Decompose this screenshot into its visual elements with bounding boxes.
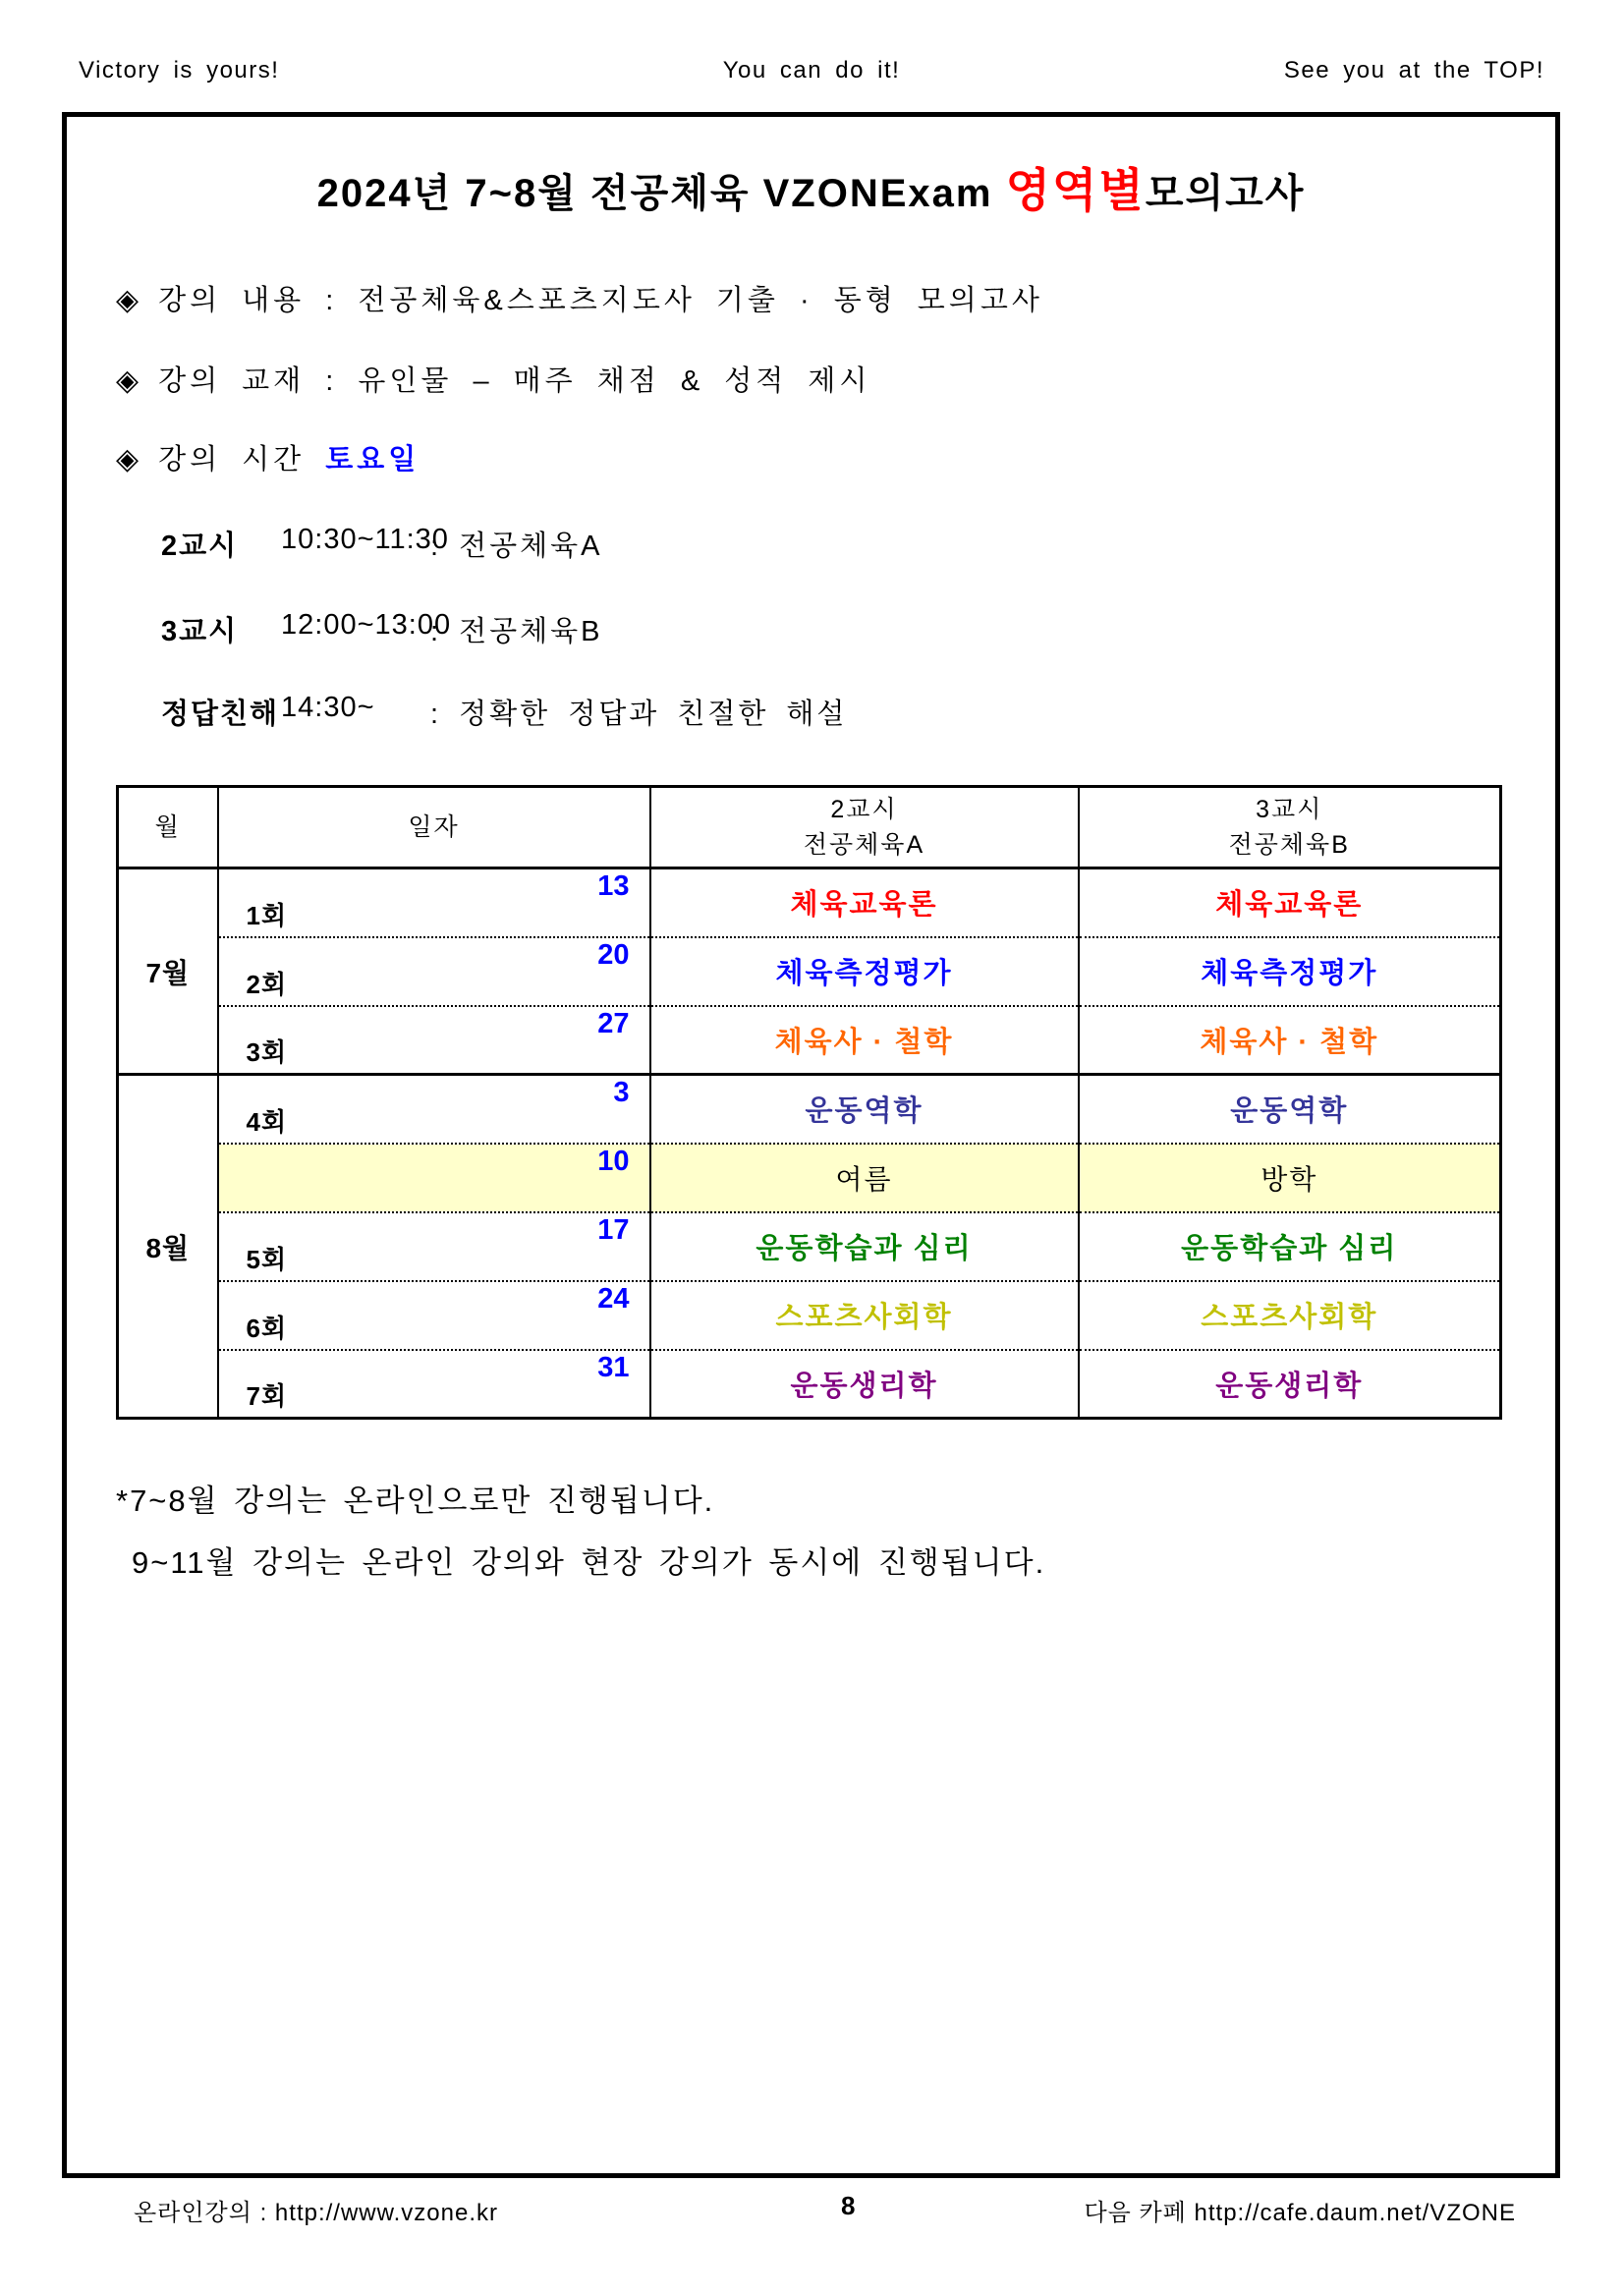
day-number: 20 bbox=[597, 938, 630, 971]
col-header-period2 bbox=[650, 787, 1079, 868]
table-row bbox=[118, 868, 1501, 937]
session-number: 4회 bbox=[246, 1106, 288, 1137]
table-header-row bbox=[118, 787, 1501, 868]
col-header-line: 전공체육A bbox=[803, 831, 925, 859]
session-time: 12:00~13:00 bbox=[281, 609, 452, 641]
bullet-emphasis-saturday: 토요일 bbox=[325, 444, 420, 476]
subject-cell-b: 스포츠사회학 bbox=[1079, 1281, 1501, 1350]
footer-cafe-url: 다음 카페 http://cafe.daum.net/VZONE bbox=[1084, 2200, 1516, 2226]
subject-cell-a: 운동역학 bbox=[650, 1075, 1079, 1144]
bullet-text: 강의 내용 : 전공체육&스포츠지도사 기출 · 동형 모의고사 bbox=[158, 285, 1043, 316]
col-header-month: 월 bbox=[118, 787, 218, 868]
col-header-line: 3교시 bbox=[1256, 796, 1323, 823]
session-desc: : 전공체육A bbox=[430, 531, 603, 562]
subject-cell-a: 운동학습과 심리 bbox=[650, 1212, 1079, 1281]
subject-cell-a: 체육교육론 bbox=[650, 868, 1079, 937]
session-number: 1회 bbox=[246, 900, 288, 930]
subject-cell-a: 스포츠사회학 bbox=[650, 1281, 1079, 1350]
table-row-vacation bbox=[118, 1144, 1501, 1212]
table-row bbox=[118, 937, 1501, 1006]
session-number: 2회 bbox=[246, 969, 288, 999]
table-row bbox=[118, 1281, 1501, 1350]
table-row bbox=[118, 1006, 1501, 1075]
day-number: 31 bbox=[597, 1351, 630, 1383]
subject-cell-a: 운동생리학 bbox=[650, 1350, 1079, 1419]
bullet-course-time bbox=[116, 437, 420, 477]
date-cell bbox=[218, 1212, 650, 1281]
subject-cell-a: 여름 bbox=[650, 1144, 1079, 1212]
schedule-table bbox=[116, 785, 1502, 1420]
date-cell bbox=[218, 1006, 650, 1075]
title-text-2: 모의고사 bbox=[1145, 172, 1306, 215]
subject-cell-a: 체육측정평가 bbox=[650, 937, 1079, 1006]
col-header-line: 전공체육B bbox=[1228, 831, 1350, 859]
bullet-text: 강의 교재 : 유인물 – 매주 채점 & 성적 제시 bbox=[158, 365, 871, 397]
page-title bbox=[67, 154, 1555, 220]
session-time: 14:30~ bbox=[281, 692, 375, 723]
date-cell bbox=[218, 1075, 650, 1144]
slogan-left: Victory is yours! bbox=[79, 57, 280, 84]
session-number: 6회 bbox=[246, 1313, 288, 1343]
subject-cell-b: 체육사 · 철학 bbox=[1079, 1006, 1501, 1075]
page-border-frame bbox=[62, 112, 1560, 2178]
date-cell bbox=[218, 1350, 650, 1419]
day-number: 3 bbox=[613, 1077, 630, 1108]
bullet-course-content bbox=[116, 278, 1043, 318]
diamond-icon: ◈ bbox=[116, 364, 140, 397]
month-cell-august: 8월 bbox=[118, 1075, 218, 1419]
table-row bbox=[118, 1075, 1501, 1144]
title-highlight: 영역별 bbox=[1005, 164, 1146, 216]
session-desc: : 정확한 정답과 친절한 해설 bbox=[430, 699, 848, 730]
subject-cell-a: 체육사 · 철학 bbox=[650, 1006, 1079, 1075]
footer-online-lecture-url: 온라인강의 : http://www.vzone.kr bbox=[134, 2200, 499, 2226]
date-cell bbox=[218, 1281, 650, 1350]
col-header-period3 bbox=[1079, 787, 1501, 868]
session-label: 정답친해 bbox=[161, 699, 280, 730]
bullet-text: 강의 시간 bbox=[158, 444, 326, 476]
subject-cell-b: 체육측정평가 bbox=[1079, 937, 1501, 1006]
table-row bbox=[118, 1350, 1501, 1419]
month-cell-july: 7월 bbox=[118, 868, 218, 1075]
title-text-1: 2024년 7~8월 전공체육 VZONExam bbox=[316, 172, 1006, 215]
col-header-line: 2교시 bbox=[830, 796, 898, 823]
slogan-center: You can do it! bbox=[722, 57, 901, 84]
day-number: 17 bbox=[597, 1213, 630, 1246]
subject-cell-b: 운동생리학 bbox=[1079, 1350, 1501, 1419]
diamond-icon: ◈ bbox=[116, 284, 140, 316]
session-label: 3교시 bbox=[161, 616, 239, 647]
note-line: *7~8월 강의는 온라인으로만 진행됩니다. bbox=[116, 1484, 715, 1518]
subject-cell-b: 운동역학 bbox=[1079, 1075, 1501, 1144]
subject-cell-b: 방학 bbox=[1079, 1144, 1501, 1212]
date-cell bbox=[218, 868, 650, 937]
session-number: 7회 bbox=[246, 1381, 288, 1411]
day-number: 10 bbox=[597, 1145, 630, 1177]
day-number: 27 bbox=[597, 1007, 630, 1039]
day-number: 24 bbox=[597, 1282, 630, 1315]
slogan-right: See you at the TOP! bbox=[1283, 57, 1544, 84]
day-number: 13 bbox=[597, 870, 630, 902]
subject-cell-b: 체육교육론 bbox=[1079, 868, 1501, 937]
session-label: 2교시 bbox=[161, 531, 239, 562]
footer-page-number: 8 bbox=[841, 2191, 857, 2220]
session-row-period3 bbox=[161, 609, 603, 649]
diamond-icon: ◈ bbox=[116, 443, 140, 476]
bullet-course-material bbox=[116, 359, 870, 399]
session-row-answers bbox=[161, 692, 847, 732]
date-cell bbox=[218, 937, 650, 1006]
session-time: 10:30~11:30 bbox=[281, 524, 449, 555]
subject-cell-b: 운동학습과 심리 bbox=[1079, 1212, 1501, 1281]
session-number: 5회 bbox=[246, 1244, 288, 1274]
date-cell bbox=[218, 1144, 650, 1212]
col-header-date: 일자 bbox=[218, 787, 650, 868]
session-desc: : 전공체육B bbox=[430, 616, 603, 647]
table-row bbox=[118, 1212, 1501, 1281]
note-line: 9~11월 강의는 온라인 강의와 현장 강의가 동시에 진행됩니다. bbox=[132, 1545, 1046, 1580]
session-number: 3회 bbox=[246, 1037, 288, 1067]
session-row-period2 bbox=[161, 524, 603, 564]
